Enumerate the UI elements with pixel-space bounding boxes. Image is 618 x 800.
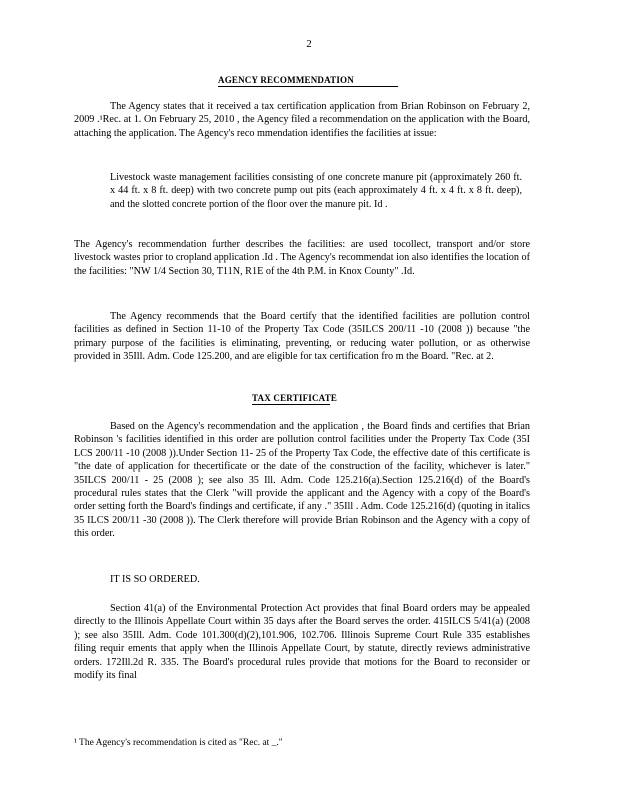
order-statement: IT IS SO ORDERED. (110, 574, 200, 585)
footnote: ¹ The Agency's recommendation is cited as "Rec. at _." (74, 738, 283, 748)
paragraph-agency-recommends: The Agency recommends that the Board certify that the identified facilities are pollution control facilities as defined in Section 11-10 of the Property Tax Code (35ILCS 200/11 -10 (2008 )) because "the primary purpose of the facilities is eliminating, preventing, or reducing water pollution, or as otherwise provided in 35Ill. Adm. Code 125.200, and are eligible for tax certification fro m the Board. "Rec. at 2. (74, 311, 530, 363)
paragraph-board-findings: Based on the Agency's recommendation and the application , the Board finds and certifies that Brian Robinson 's facilities identified in this order are pollution control facilities under the Property Tax Code (35I LCS 200/11 -10 (2008 )).Under Section 11- 25 of the Property Tax Code, the effective date of this certificate is "the date of application for thecertificate or the date of the construction of the facility, whichever is later." 35ILCS 200/11 - 25 (2008 ); see also 35 Ill. Adm. Code 125.216(a).Section 125.216(d) of the Board's procedural rules states that the Clerk "will provide the applicant and the Agency with a copy of the Board's order setting forth the Board's findings and certificate, if any ." 35Ill . Adm. Code 125.216(d) (quoting in italics 35 ILCS 200/11 -30 (2008 )). The Clerk therefore will provide Brian Robinson and the Agency with a copy of this order. (74, 421, 530, 540)
page-number: 2 (306, 38, 312, 50)
heading-agency-recommendation: AGENCY RECOMMENDATION (218, 75, 398, 87)
paragraph-facility-description: The Agency's recommendation further describes the facilities: are used tocollect, transport and/or store livestock wastes prior to cropland application .Id . The Agency's recommendat ion also identifies the location of the facilities: "NW 1/4 Section 30, T11N, R1E of the 4th P.M. in Knox County" .Id. (74, 239, 530, 277)
paragraph-agency-received: The Agency states that it received a tax certification application from Brian Robinson on February 2, 2009 .¹Rec. at 1. On February 25, 2010 , the Agency filed a recommendation on the application with the Board, attaching the application. The Agency's reco mmendation identifies the facilities at issue: (74, 101, 530, 139)
paragraph-appeal-rights: Section 41(a) of the Environmental Protection Act provides that final Board orders may be appealed directly to the Illinois Appellate Court within 35 days after the Board serves the order. 415ILCS 5/41(a) (2008 ); see also 35Ill. Adm. Code 101.300(d)(2),101.906, 102.706. Illinois Supreme Court Rule 335 establishes filing requir ements that apply when the Illinois Appellate Court, by statute, directly reviews administrative orders. 172Ill.2d R. 335. The Board's procedural rules provide that motions for the Board to reconsider or modify its final (74, 603, 530, 682)
block-quote-facilities: Livestock waste management facilities consisting of one concrete manure pit (approximately 260 ft. x 44 ft. x 8 ft. deep) with two concrete pump out pits (each approximately 4 ft. x 4 ft. x 8 ft. deep), and the slotted concrete portion of the floor over the manure pit. Id . (110, 172, 522, 210)
heading-tax-certificate: TAX CERTIFICATE (252, 393, 338, 403)
